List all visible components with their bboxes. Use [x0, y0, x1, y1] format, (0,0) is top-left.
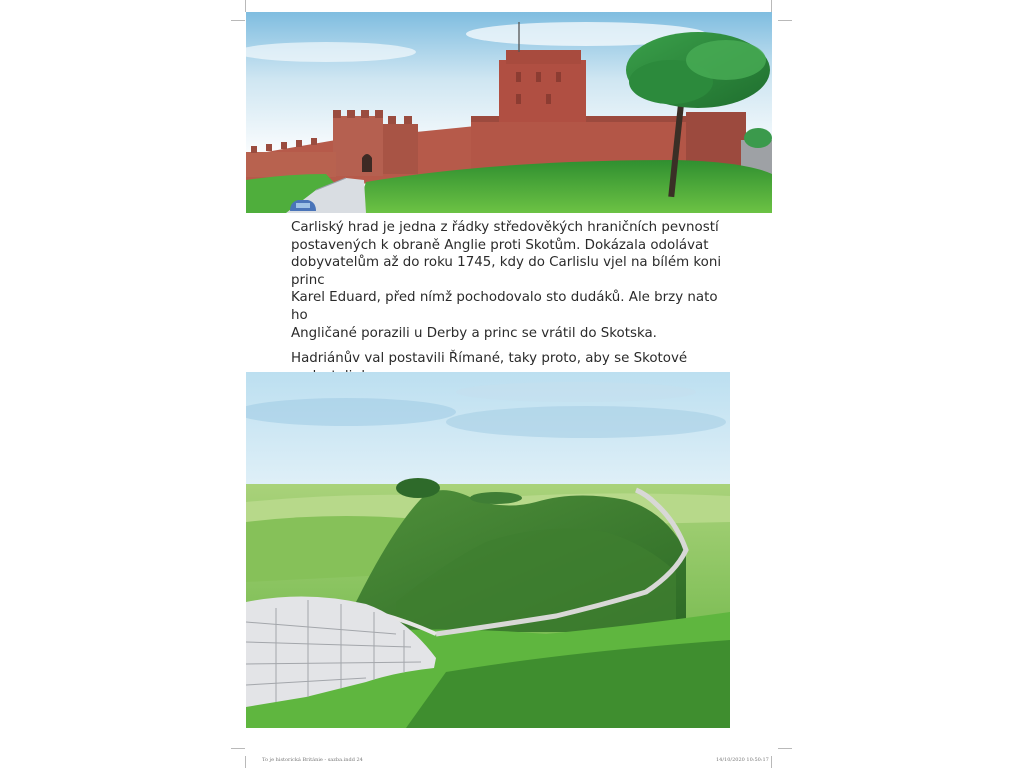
print-slug-left: To je historická Británie - sazba.indd 24 — [262, 757, 363, 763]
carlisle-castle-illustration — [246, 12, 772, 213]
paragraph-hadrians-wall: Hadriánův val postavili Římané, taky proto, aby se Skotové — [291, 351, 688, 367]
crop-mark — [231, 748, 245, 749]
crop-mark — [771, 756, 772, 768]
hadrians-wall-illustration — [246, 372, 730, 728]
crop-mark — [245, 756, 246, 768]
crop-mark — [231, 20, 245, 21]
crop-mark — [245, 0, 246, 12]
print-slug-right: 14/10/2020 10:50:17 — [716, 757, 769, 763]
crop-mark — [778, 20, 792, 21]
paragraph-castle: Carliský hrad je jedna z řádky středověkých hraničních pevností postavených k obraně Anglie proti Skotům. Dokázala odolávat dobyvatelům až do roku 1745, kdy do Carlislu vjel na bílém koni princ Karel Eduard, před nímž pochodovalo sto dudáků. Ale brzy nato ho Angličané porazili u Derby a princ se vrátil do Skotska. — [291, 220, 722, 341]
crop-mark — [778, 748, 792, 749]
crop-mark — [771, 0, 772, 12]
